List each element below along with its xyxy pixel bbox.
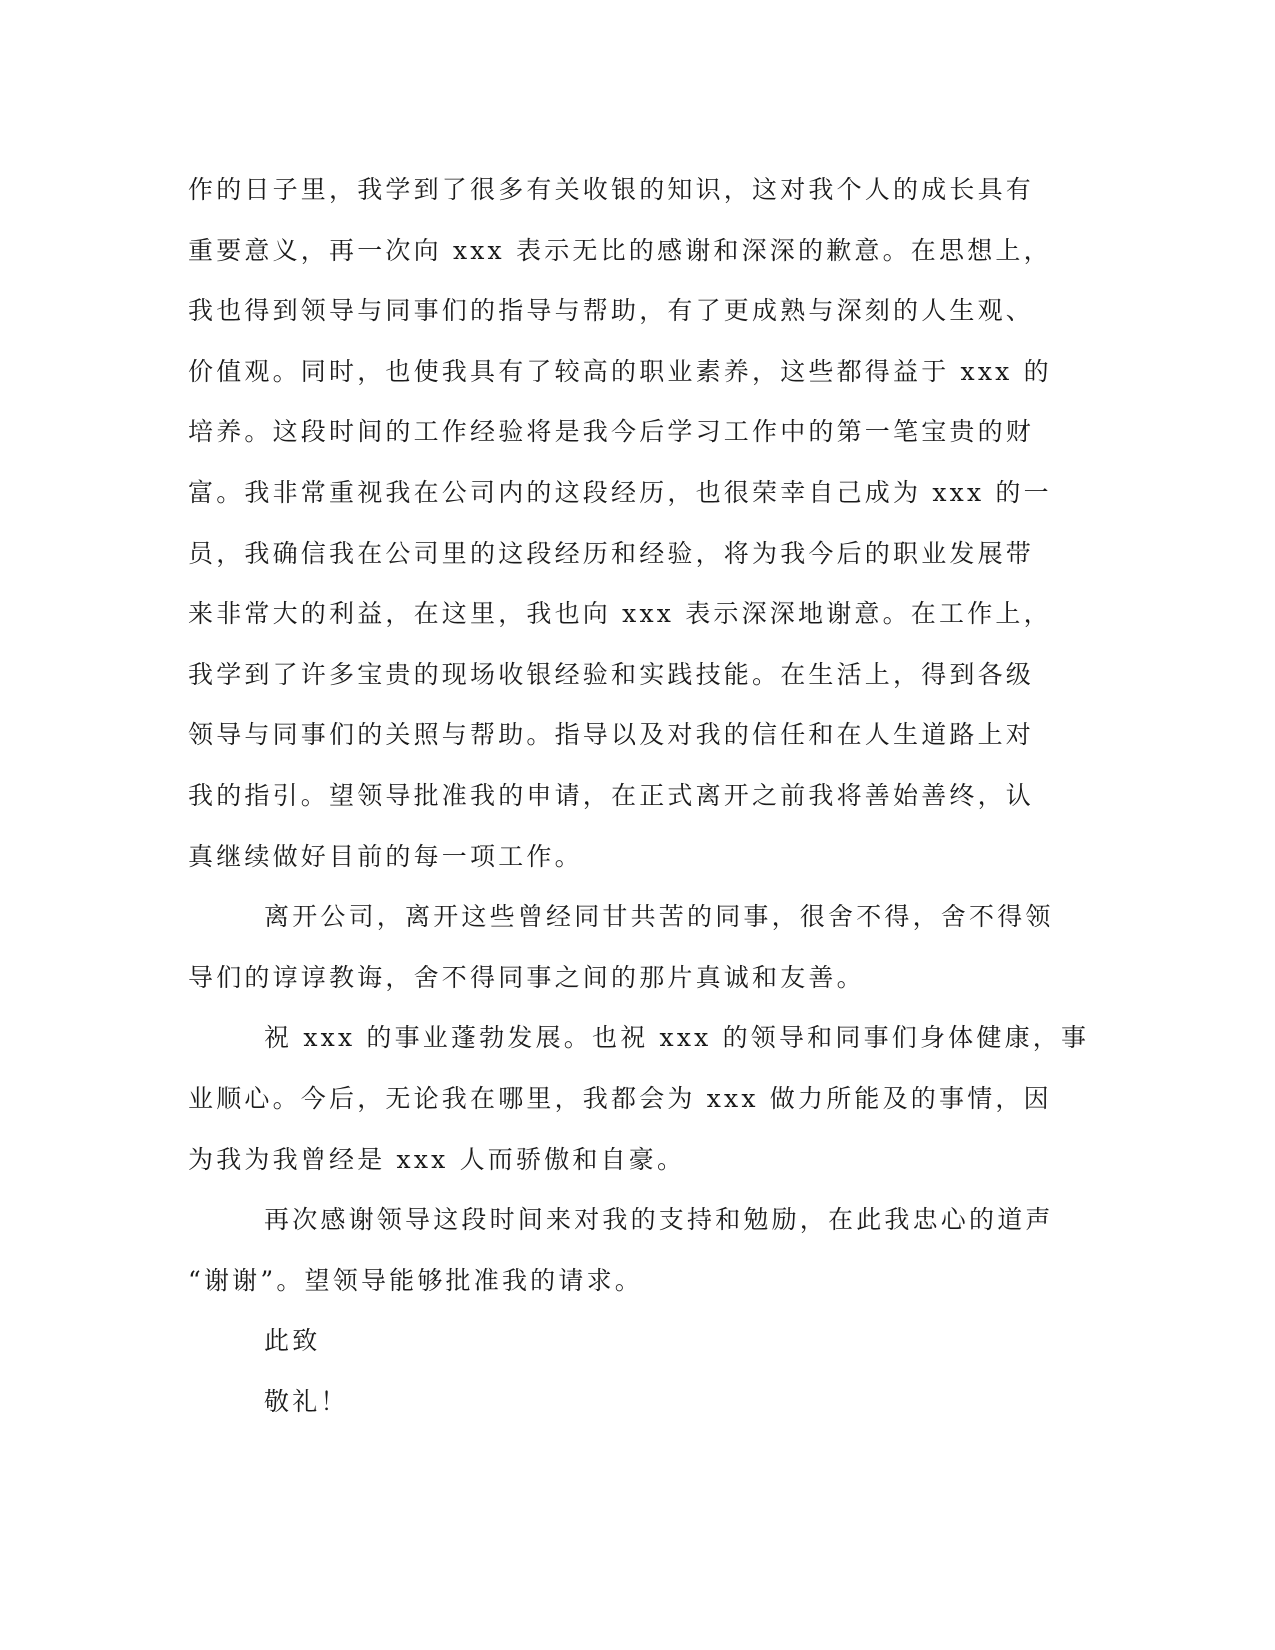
text-line: 离开公司，离开这些曾经同甘共苦的同事，很舍不得，舍不得领 bbox=[264, 902, 1054, 932]
paragraph-farewell bbox=[188, 887, 1068, 1008]
paragraph-gratitude bbox=[188, 160, 1068, 887]
text-line: 敬礼！ bbox=[264, 1386, 349, 1416]
text-line: 作的日子里，我学到了很多有关收银的知识，这对我个人的成长具有 bbox=[188, 175, 1035, 204]
text-line: 富。我非常重视我在公司内的这段经历，也很荣幸自己成为 xxx 的一 bbox=[188, 477, 1052, 507]
paragraph-wishes bbox=[188, 1008, 1090, 1190]
text-line: 价值观。同时，也使我具有了较高的职业素养，这些都得益于 xxx 的 bbox=[188, 356, 1052, 386]
text-line: 来非常大的利益，在这里，我也向 xxx 表示深深地谢意。在工作上， bbox=[188, 599, 1052, 629]
text-line: 领导与同事们的关照与帮助。指导以及对我的信任和在人生道路上对 bbox=[188, 720, 1035, 750]
text-line: 为我为我曾经是 xxx 人而骄傲和自豪。 bbox=[188, 1144, 686, 1174]
text-line: 我学到了许多宝贵的现场收银经验和实践技能。在生活上，得到各级 bbox=[188, 659, 1035, 689]
letter-body bbox=[188, 160, 1090, 1432]
text-line: 祝 xxx 的事业蓬勃发展。也祝 xxx 的领导和同事们身体健康，事 bbox=[264, 1023, 1090, 1053]
text-line: 业顺心。今后，无论我在哪里，我都会为 xxx 做力所能及的事情，因 bbox=[188, 1083, 1052, 1113]
text-line: 此致 bbox=[264, 1326, 321, 1356]
text-line: “谢谢”。望领导能够批准我的请求。 bbox=[188, 1265, 643, 1295]
text-line: 真继续做好目前的每一项工作。 bbox=[188, 841, 583, 871]
text-line: 我的指引。望领导批准我的申请，在正式离开之前我将善始善终，认 bbox=[188, 780, 1035, 810]
text-line: 再次感谢领导这段时间来对我的支持和勉励，在此我忠心的道声 bbox=[264, 1205, 1054, 1235]
text-line: 培养。这段时间的工作经验将是我今后学习工作中的第一笔宝贵的财 bbox=[188, 417, 1035, 447]
closing-salutation bbox=[188, 1311, 1068, 1372]
text-line: 员，我确信我在公司里的这段经历和经验，将为我今后的职业发展带 bbox=[188, 538, 1035, 568]
text-line: 我也得到领导与同事们的指导与帮助，有了更成熟与深刻的人生观、 bbox=[188, 296, 1035, 326]
paragraph-thanks bbox=[188, 1190, 1068, 1311]
text-line: 重要意义，再一次向 xxx 表示无比的感谢和深深的歉意。在思想上， bbox=[188, 235, 1052, 265]
closing-regards bbox=[188, 1372, 1068, 1433]
text-line: 导们的谆谆教诲，舍不得同事之间的那片真诚和友善。 bbox=[188, 962, 865, 992]
